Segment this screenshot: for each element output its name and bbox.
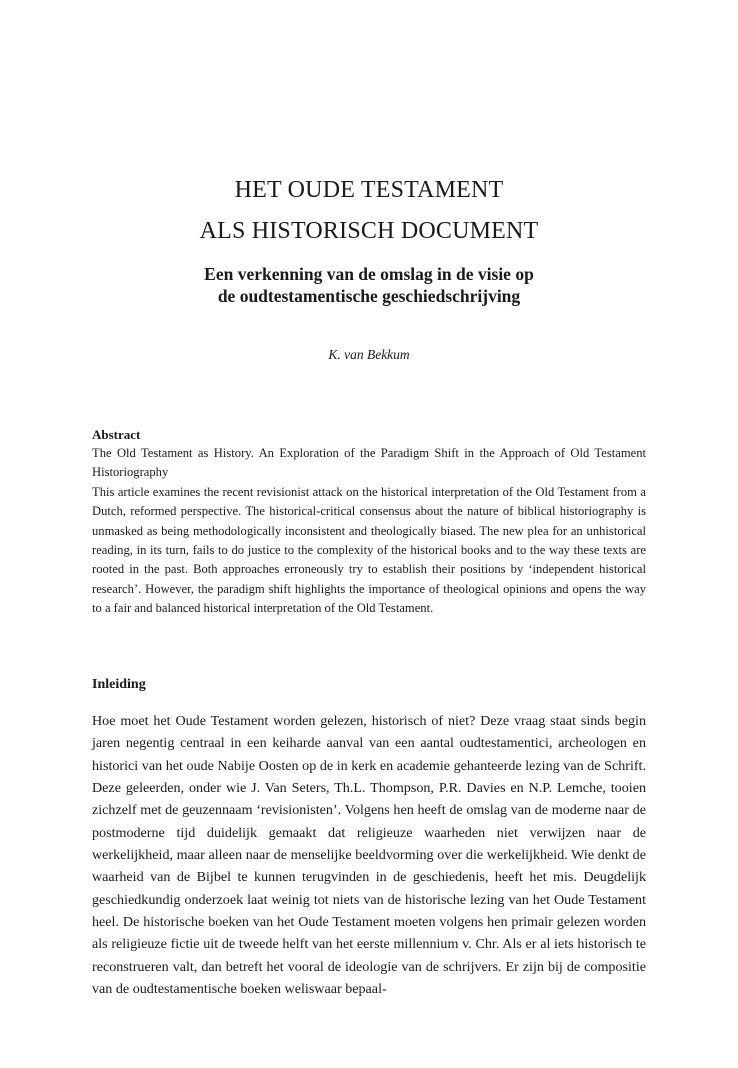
title-line-2: ALS HISTORISCH DOCUMENT (199, 218, 539, 244)
abstract-heading: Abstract (92, 427, 141, 442)
body-paragraph: Hoe moet het Oude Testament worden gelezen, historisch of niet? Deze vraag staat sinds begin jaren negentig centraal in een keiharde aanval van een aantal oudtestamentici, archeologen en historici van het oude Nabije Oosten op de in kerk en academie gehanteerde lezing van de Schrift. Deze geleerden, onder wie J. Van Seters, Th.L. Thompson, P.R. Davies en N.P. Lemche, tooien zichzelf met de geuzennaam ‘revisionisten’. Volgens hen heeft de omslag van de moderne naar de postmoderne tijd duidelijk gemaakt dat religieuze waarheden niet verwijzen naar de werkelijkheid, maar alleen naar de menselijke beeldvorming over die werkelijkheid. Wie denkt de waarheid van de Bijbel te kunnen terugvinden in de geschiedenis, heeft het mis. Deugdelijk geschiedkundig onderzoek laat weinig tot niets van de historische lezing van het Oude Testament heel. De historische boeken van het Oude Testament moeten volgens hen primair gelezen worden als religieuze fictie uit de tweede helft van het eerste millennium v. Chr. Als er al iets historisch te reconstrueren valt, dan betreft het vooral de ideologie van de schrijvers. Er zijn bij de compositie van de oudtestamentische boeken weliswaar bepaal- (92, 713, 646, 998)
title-line-1: HET OUDE TESTAMENT (234, 177, 504, 203)
author-name: K. van Bekkum (328, 347, 410, 362)
abstract-text: This article examines the recent revisionist attack on the historical interpretation of the Old Testament from a Dutch, reformed perspective. The historical-critical consensus about the nature of biblical historiography is unmasked as being methodologically inconsistent and theologically biased. The new plea for an unhistorical reading, in its turn, fails to do justice to the complexity of the historical books and to the way these texts are rooted in the past. Both approaches erroneously try to establish their positions by ‘independent historical research’. However, the paradigm shift highlights the importance of theological opinions and opens the way to a fair and balanced historical interpretation of the Old Testament. (92, 484, 646, 616)
abstract-english-title: The Old Testament as History. An Exploration of the Paradigm Shift in the Approach of Old Testament Historiography (92, 446, 646, 480)
section-heading: Inleiding (92, 677, 146, 692)
abstract-body (92, 444, 646, 619)
subtitle-line-2: de oudtestamentische geschiedschrijving (217, 286, 521, 306)
subtitle-line-1: Een verkenning van de omslag in de visie op (204, 264, 534, 284)
